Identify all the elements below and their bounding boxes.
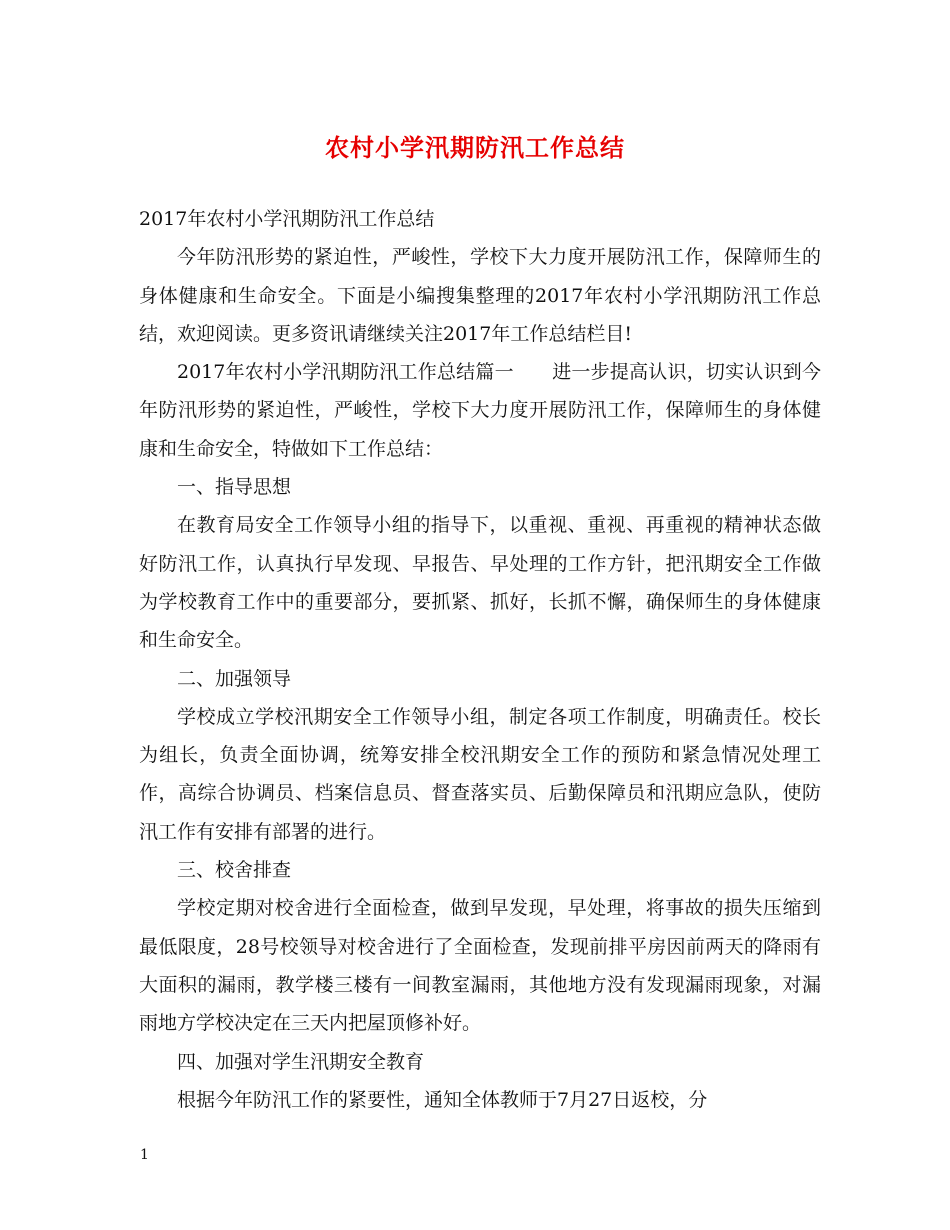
- document-title: 农村小学汛期防汛工作总结: [325, 133, 625, 162]
- heading-guiding-thought: 一、指导思想: [177, 476, 292, 499]
- guiding-thought-paragraph: 在教育局安全工作领导小组的指导下，以重视、重视、再重视的精神状态做好防汛工作，认真执行早发现、早报告、早处理的工作方针，把汛期安全工作做为学校教育工作中的重要部分，要抓紧、抓好，长抓不懈，确保师生的身体健康和生命安全。: [139, 514, 821, 652]
- heading-safety-education: 四、加强对学生汛期安全教育: [177, 1050, 425, 1073]
- safety-education-paragraph: 根据今年防汛工作的紧要性，通知全体教师于7月27日返校，分: [177, 1088, 708, 1111]
- inspection-paragraph: 学校定期对校舍进行全面检查，做到早发现，早处理，将事故的损失压缩到最低限度，28号校领导对校舍进行了全面检查，发现前排平房因前两天的降雨有大面积的漏雨，教学楼三楼有一间教室漏雨，其他地方没有发现漏雨现象，对漏雨地方学校决定在三天内把屋顶修补好。: [139, 897, 821, 1035]
- subtitle-paragraph: 2017年农村小学汛期防汛工作总结: [139, 208, 435, 230]
- document-body: [139, 200, 821, 1119]
- heading-leadership: 二、加强领导: [177, 667, 292, 690]
- section-intro-paragraph: 2017年农村小学汛期防汛工作总结篇一 进一步提高认识，切实认识到今年防汛形势的紧迫性，严峻性，学校下大力度开展防汛工作，保障师生的身体健康和生命安全，特做如下工作总结：: [139, 361, 821, 460]
- page-number: 1: [140, 1147, 149, 1163]
- intro-paragraph: 今年防汛形势的紧迫性，严峻性，学校下大力度开展防汛工作，保障师生的身体健康和生命安全。下面是小编搜集整理的2017年农村小学汛期防汛工作总结，欢迎阅读。更多资讯请继续关注2017年工作总结栏目!: [139, 246, 821, 345]
- heading-inspection: 三、校舍排查: [177, 859, 292, 882]
- leadership-paragraph: 学校成立学校汛期安全工作领导小组，制定各项工作制度，明确责任。校长为组长，负责全面协调，统筹安排全校汛期安全工作的预防和紧急情况处理工作，高综合协调员、档案信息员、督查落实员、后勤保障员和汛期应急队，使防汛工作有安排有部署的进行。: [139, 705, 821, 843]
